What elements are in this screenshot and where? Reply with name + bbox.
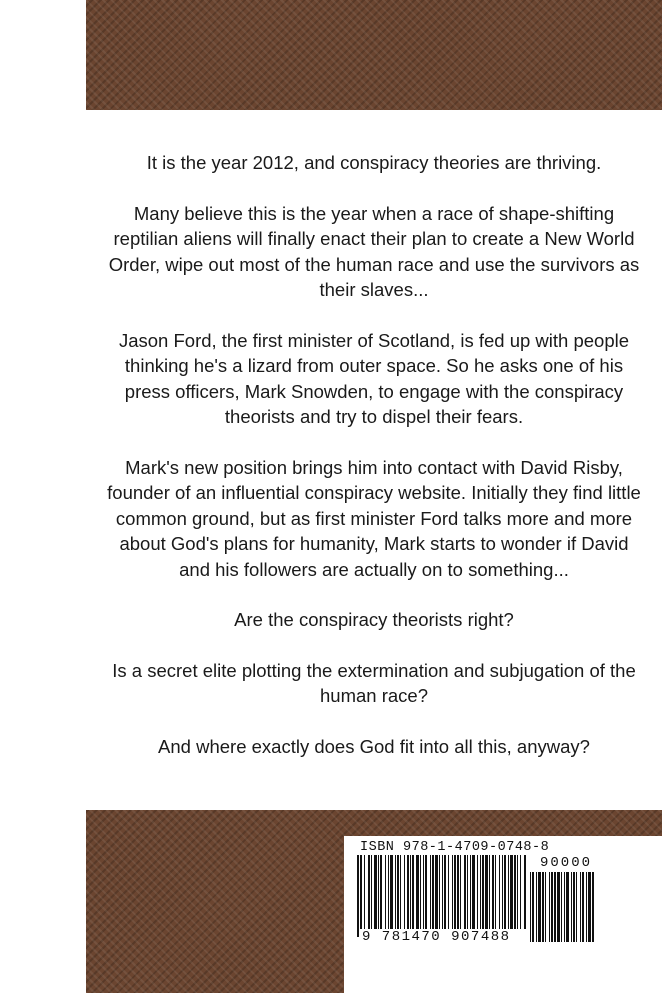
barcode-bar: [514, 855, 516, 929]
barcode-bar: [510, 855, 513, 929]
barcode-bar: [482, 855, 484, 929]
barcode-bar: [571, 872, 572, 942]
addon-barcode-bars: [530, 872, 650, 956]
barcode-bar: [588, 872, 591, 942]
barcode-bar: [566, 872, 569, 942]
barcode-bar: [407, 855, 409, 929]
barcode-bar: [371, 855, 372, 929]
barcode-bar: [538, 872, 541, 942]
barcode-bar: [457, 855, 459, 929]
barcode-bar: [452, 855, 453, 937]
barcode-bar: [517, 855, 518, 929]
barcode-bar: [416, 855, 419, 929]
barcode-bar: [454, 855, 456, 929]
barcode-bar: [485, 855, 488, 929]
barcode-bar: [404, 855, 405, 929]
blurb-paragraph-7: And where exactly does God fit into all this, anyway?: [158, 735, 590, 757]
barcode-bar: [378, 855, 379, 929]
barcode-bar: [430, 855, 431, 929]
barcode-bar: [557, 872, 560, 942]
barcode-bar: [412, 855, 414, 929]
barcode-bar: [545, 872, 546, 942]
barcode-bar: [582, 872, 584, 942]
isbn-label: ISBN 978-1-4709-0748-8: [360, 840, 550, 855]
barcode-bar: [495, 855, 496, 929]
barcode-bar: [472, 855, 475, 929]
barcode-bar: [444, 855, 446, 929]
blurb-paragraph-3: Jason Ford, the first minister of Scotland, is fed up with people thinking he's a lizard from outer space. So he asks one of his press officers, Mark Snowden, to engage with the conspiracy theorists and try to dispel their fears.: [118, 329, 630, 427]
barcode-bar: [432, 855, 434, 929]
barcode-bar: [580, 872, 581, 942]
barcode-bar: [573, 872, 575, 942]
barcode-bar: [388, 855, 389, 929]
blurb-paragraph-5: Are the conspiracy theorists right?: [234, 609, 514, 630]
barcode-bar: [492, 855, 494, 929]
ean-digits: 9 781470 907488: [362, 929, 511, 945]
barcode-bar: [460, 855, 461, 929]
barcode-bar: [480, 855, 481, 929]
barcode-bar: [357, 855, 359, 937]
back-cover-blurb: [106, 150, 642, 784]
barcode-bar: [423, 855, 424, 929]
barcode-bar: [364, 855, 365, 929]
barcode-bar: [592, 872, 594, 942]
blurb-paragraph-4: Mark's new position brings him into contact with David Risby, founder of an influential conspiracy website. Initially they find little common ground, but as first minister Ford talks more and more about God's plans for humanity, Mark starts to wonder if David and his followers are actually on to something...: [107, 456, 641, 580]
barcode-bar: [390, 855, 393, 929]
barcode-bar: [448, 855, 449, 937]
barcode-bar: [532, 872, 534, 942]
barcode-bar: [435, 855, 438, 929]
barcode-bar: [576, 872, 577, 942]
blurb-paragraph-2: Many believe this is the year when a race of shape-shifting reptilian aliens will finally enact their plan to create a New World Order, wipe out most of the human race and use the survivors as their slaves...: [108, 202, 640, 300]
barcode-bar: [385, 855, 386, 929]
barcode-bar: [549, 872, 550, 942]
left-margin-strip: [0, 0, 86, 993]
barcode-bar: [400, 855, 401, 929]
barcode-bar: [551, 872, 553, 942]
barcode-bar: [504, 855, 506, 929]
barcode-bar: [420, 855, 421, 929]
barcode-bar: [439, 855, 440, 929]
barcode-bar: [467, 855, 468, 929]
barcode-bar: [542, 872, 544, 942]
blurb-panel: [86, 110, 662, 810]
barcode-bar: [502, 855, 503, 929]
blurb-paragraph-6: Is a secret elite plotting the extermination and subjugation of the human race?: [112, 659, 636, 706]
blurb-paragraph-1: It is the year 2012, and conspiracy theories are thriving.: [146, 152, 602, 173]
barcode-bar: [374, 855, 377, 929]
price-addon-digits: 90000: [540, 855, 593, 871]
barcode-bar: [536, 872, 537, 942]
barcode-bar: [442, 855, 443, 929]
barcode-bar: [508, 855, 509, 929]
barcode-bar: [464, 855, 466, 929]
isbn-barcode: [344, 836, 662, 993]
barcode-bar: [360, 855, 362, 937]
barcode-bar: [368, 855, 370, 929]
barcode-bar: [470, 855, 471, 929]
barcode-bar: [564, 872, 565, 942]
barcode-bar: [397, 855, 399, 929]
barcode-bar: [477, 855, 478, 929]
barcode-bar: [520, 855, 521, 929]
barcode-bar: [489, 855, 490, 929]
barcode-bar: [524, 855, 526, 929]
barcode-bar: [380, 855, 382, 929]
barcode-bar: [425, 855, 427, 929]
barcode-bar: [410, 855, 411, 929]
barcode-bar: [586, 872, 587, 942]
barcode-bar: [395, 855, 396, 929]
barcode-bar: [561, 872, 562, 942]
barcode-bar: [554, 872, 556, 942]
barcode-bar: [499, 855, 500, 929]
barcode-bar: [530, 872, 531, 942]
